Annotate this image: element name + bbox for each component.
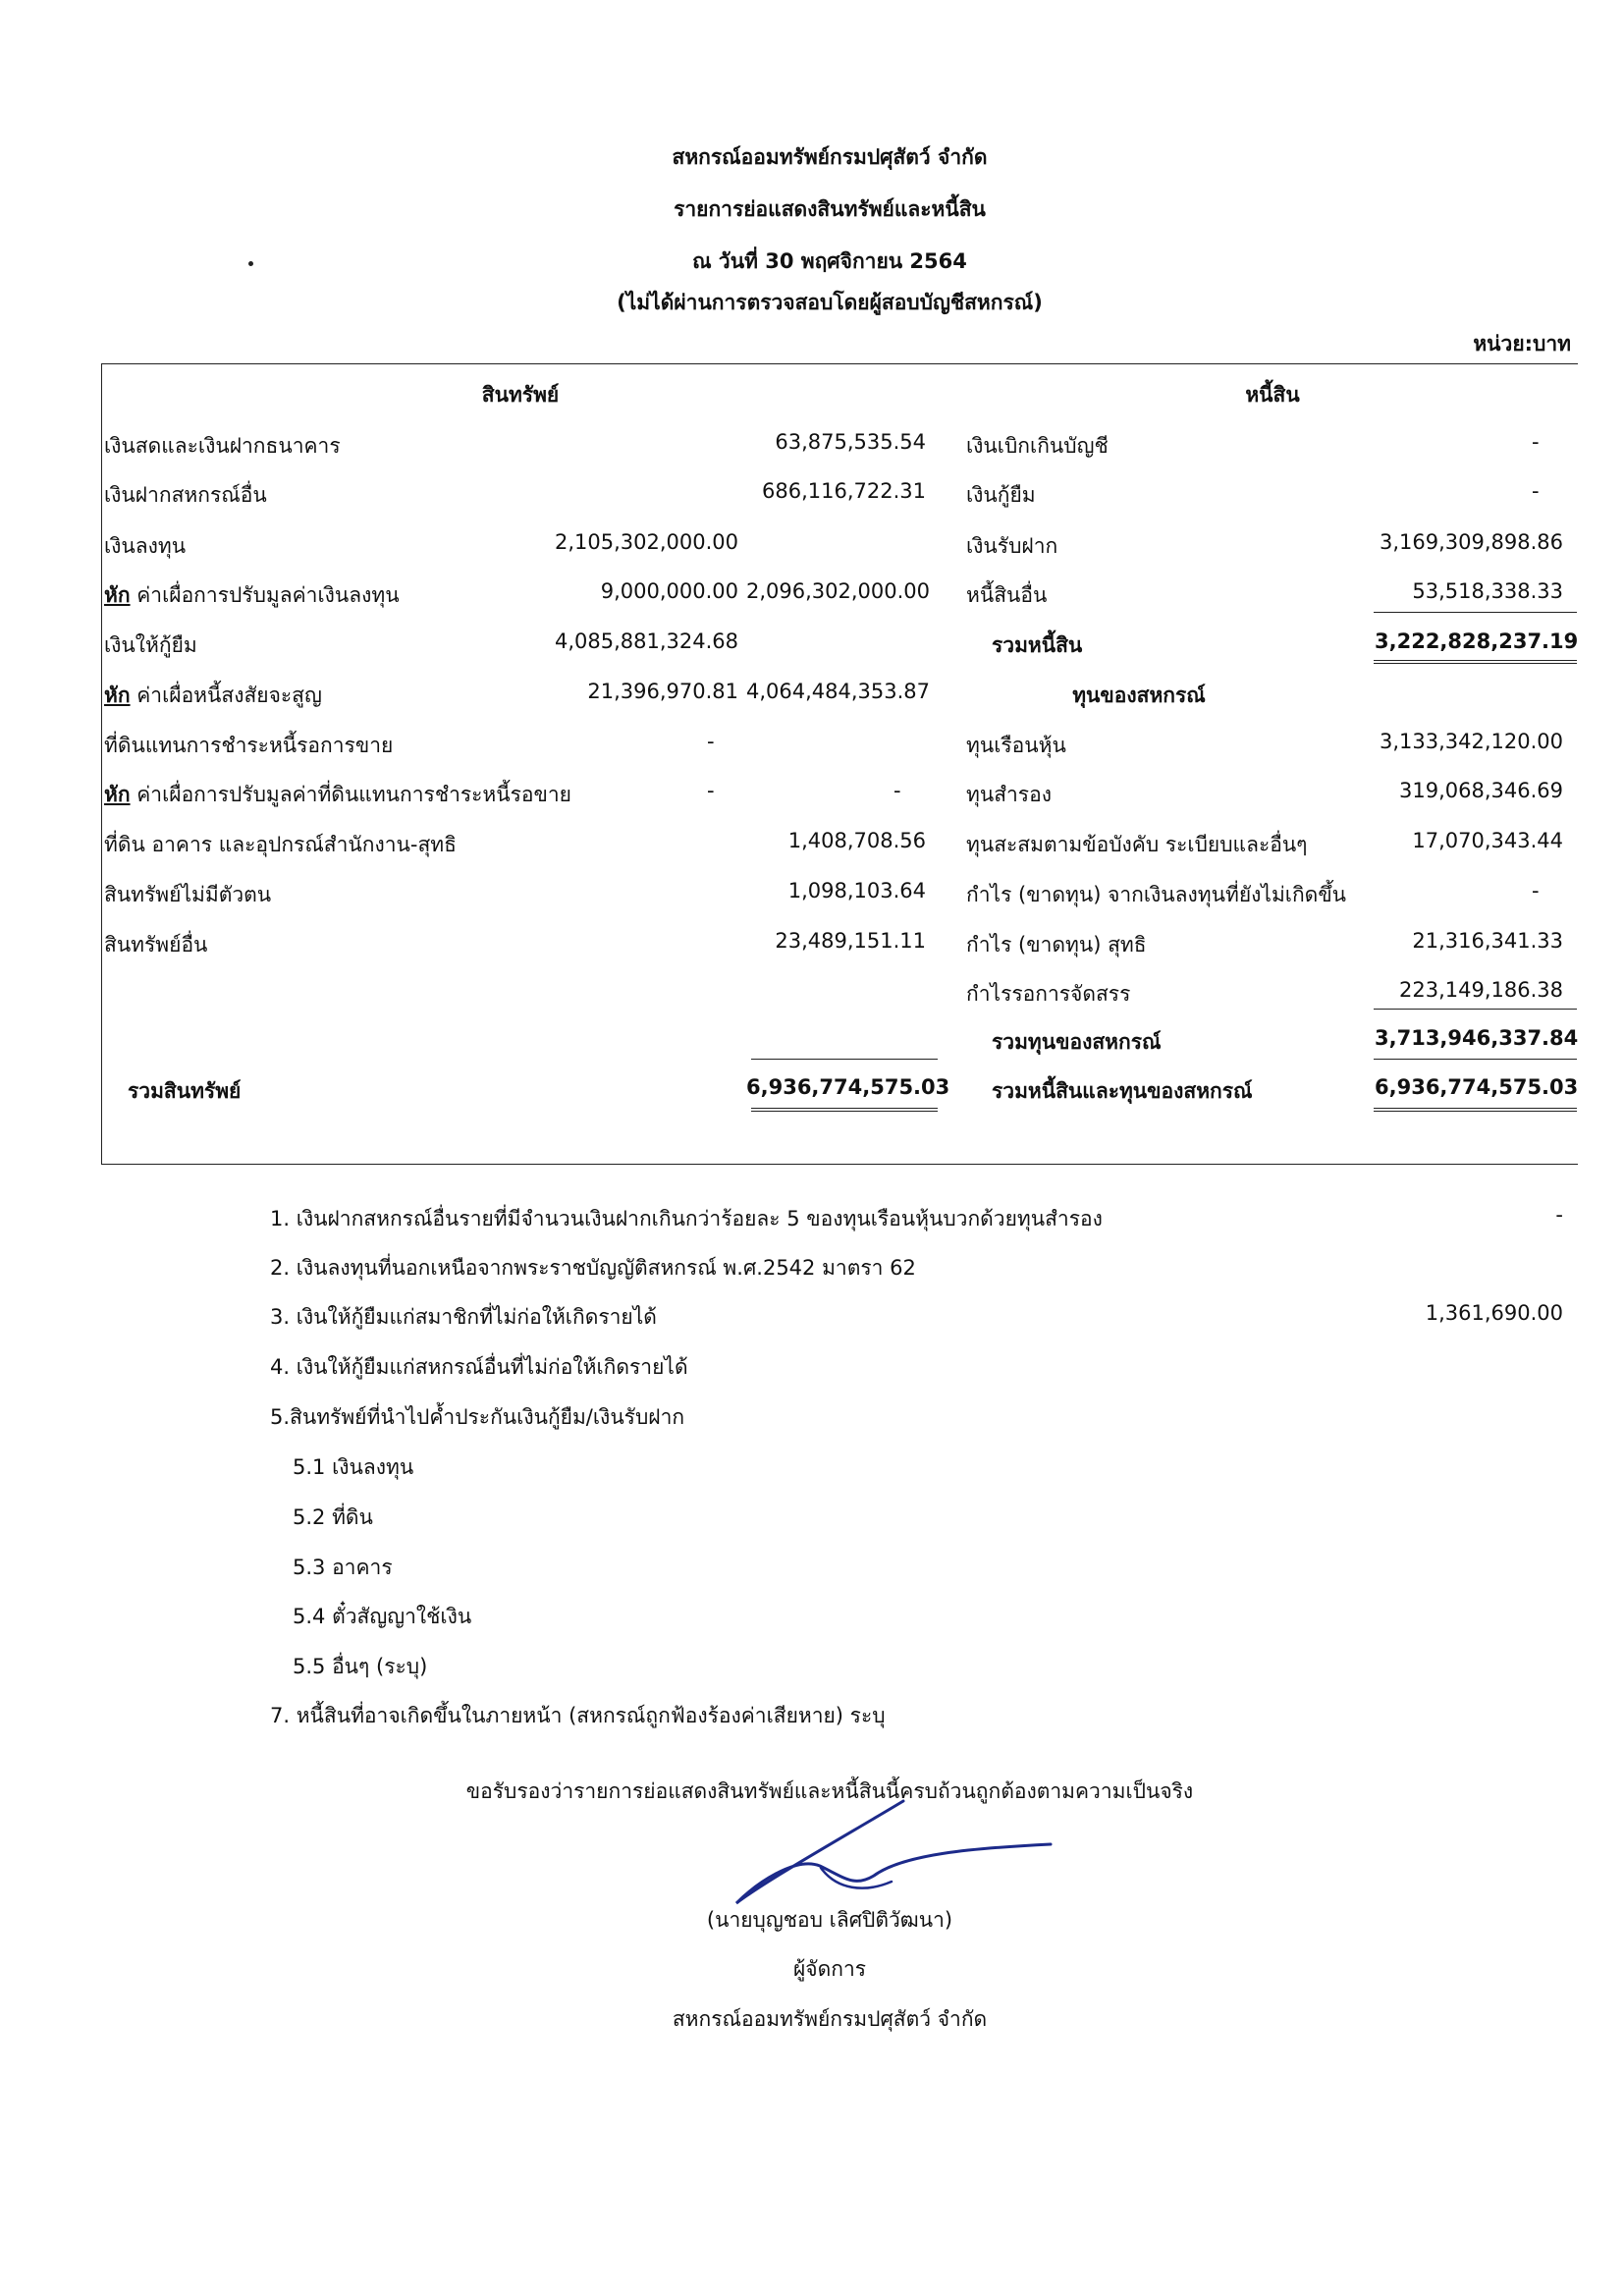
signature-icon xyxy=(727,1787,1060,1915)
asset-foreclosed-allowance-label: ค่าเผื่อการปรับมูลค่าที่ดินแทนการชำระหนี้รอขาย xyxy=(136,783,571,806)
asset-intangible-label: สินทรัพย์ไม่มีตัวตน xyxy=(104,883,272,906)
asset-loans-gross: 4,085,881,324.68 xyxy=(554,629,738,653)
equity-accumulated-label: ทุนสะสมตามข้อบังคับ ระเบียบและอื่นๆ xyxy=(966,833,1308,856)
asset-inv-allowance-row xyxy=(104,579,400,612)
asset-loan-allowance-row xyxy=(104,680,322,712)
org-name: สหกรณ์ออมทรัพย์กรมปศุสัตว์ จำกัด xyxy=(672,145,988,169)
as-of-date: ณ วันที่ 30 พฤศจิกายน 2564 xyxy=(692,249,967,273)
asset-intangible-net: 1,098,103.64 xyxy=(787,879,926,902)
liab-overdraft-label: เงินเบิกเกินบัญชี xyxy=(966,434,1109,458)
liab-other-value: 53,518,338.33 xyxy=(1412,579,1563,603)
assets-total-label: รวมสินทรัพย์ xyxy=(128,1079,242,1103)
equity-reserve-value: 319,068,346.69 xyxy=(1399,779,1563,802)
assets-header: สินทรัพย์ xyxy=(481,383,560,407)
asset-cash-net: 63,875,535.54 xyxy=(775,430,926,454)
equity-total-rule xyxy=(1374,1059,1577,1060)
asset-inv-allowance-net: 2,096,302,000.00 xyxy=(746,579,931,603)
assets-total-double-rule xyxy=(751,1108,938,1112)
note-value: - xyxy=(1555,1203,1563,1227)
equity-retained-label: กำไรรอการจัดสรร xyxy=(966,982,1131,1006)
dash: - xyxy=(1532,479,1540,503)
asset-loans-label: เงินให้กู้ยืม xyxy=(104,633,197,657)
asset-inv-allowance-label: ค่าเผื่อการปรับมูลค่าเงินลงทุน xyxy=(136,583,400,607)
liabilities-header: หนี้สิน xyxy=(1245,383,1300,407)
certification-statement: ขอรับรองว่ารายการย่อแสดงสินทรัพย์และหนี้สินนี้ครบถ้วนถูกต้องตามความเป็นจริง xyxy=(465,1779,1194,1803)
note-subitem: 5.2 ที่ดิน xyxy=(293,1505,373,1529)
asset-loan-allowance-net: 4,064,484,353.87 xyxy=(746,680,931,703)
asset-investments-label: เงินลงทุน xyxy=(104,534,187,558)
asset-other-label: สินทรัพย์อื่น xyxy=(104,933,208,957)
asset-investments-gross: 2,105,302,000.00 xyxy=(554,530,738,554)
signer-name: (นายบุญชอบ เลิศปิติวัฒนา) xyxy=(706,1908,953,1932)
asset-loan-allowance-label: ค่าเผื่อหนี้สงสัยจะสูญ xyxy=(136,683,322,707)
stray-dot xyxy=(248,261,253,266)
asset-inv-allowance-gross: 9,000,000.00 xyxy=(600,579,738,603)
grand-total-value: 6,936,774,575.03 xyxy=(1375,1075,1579,1099)
asset-ppe-net: 1,408,708.56 xyxy=(787,829,926,852)
asset-foreclosed-allowance-row xyxy=(104,779,571,811)
asset-foreclosed-label: ที่ดินแทนการชำระหนี้รอการขาย xyxy=(104,734,394,757)
note-subitem: 5.5 อื่นๆ (ระบุ) xyxy=(293,1655,428,1678)
equity-accumulated-value: 17,070,343.44 xyxy=(1412,829,1563,852)
unit-label: หน่วย:บาท xyxy=(1473,332,1571,355)
note-item: 1. เงินฝากสหกรณ์อื่นรายที่มีจำนวนเงินฝากเกินกว่าร้อยละ 5 ของทุนเรือนหุ้นบวกด้วยทุนสำรอง xyxy=(270,1207,1103,1230)
note-subitem: 5.3 อาคาร xyxy=(293,1556,393,1579)
liab-total-double-rule xyxy=(1374,660,1577,664)
grand-total-double-rule xyxy=(1374,1108,1577,1112)
liab-other-label: หนี้สินอื่น xyxy=(966,583,1048,607)
deduct-prefix: หัก xyxy=(104,683,131,707)
dash: - xyxy=(1532,879,1540,902)
note-item: 5.สินทรัพย์ที่นำไปค้ำประกันเงินกู้ยืม/เงินรับฝาก xyxy=(270,1405,685,1429)
liab-total-value: 3,222,828,237.19 xyxy=(1375,629,1579,653)
note-item: 7. หนี้สินที่อาจเกิดขึ้นในภายหน้า (สหกรณ์ถูกฟ้องร้องค่าเสียหาย) ระบุ xyxy=(270,1704,886,1727)
equity-net-profit-label: กำไร (ขาดทุน) สุทธิ xyxy=(966,933,1147,957)
equity-total-label: รวมทุนของสหกรณ์ xyxy=(992,1030,1162,1054)
note-subitem: 5.1 เงินลงทุน xyxy=(293,1455,414,1479)
asset-cash-label: เงินสดและเงินฝากธนาคาร xyxy=(104,434,341,458)
liab-deposits-value: 3,169,309,898.86 xyxy=(1379,530,1563,554)
liab-borrowings-label: เงินกู้ยืม xyxy=(966,483,1036,507)
signer-title: ผู้จัดการ xyxy=(792,1957,867,1981)
asset-other-net: 23,489,151.11 xyxy=(775,929,926,953)
equity-header: ทุนของสหกรณ์ xyxy=(1072,683,1206,707)
equity-retained-value: 223,149,186.38 xyxy=(1399,978,1563,1002)
liab-deposits-label: เงินรับฝาก xyxy=(966,534,1058,558)
note-item: 4. เงินให้กู้ยืมแก่สหกรณ์อื่นที่ไม่ก่อให้เกิดรายได้ xyxy=(270,1355,688,1379)
note-subitem: 5.4 ตั๋วสัญญาใช้เงิน xyxy=(293,1605,472,1628)
signer-org: สหกรณ์ออมทรัพย์กรมปศุสัตว์ จำกัด xyxy=(672,2007,988,2031)
note-value: 1,361,690.00 xyxy=(1425,1301,1563,1325)
deduct-prefix: หัก xyxy=(104,583,131,607)
equity-reserve-label: ทุนสำรอง xyxy=(966,783,1052,806)
assets-total-value: 6,936,774,575.03 xyxy=(746,1075,950,1099)
equity-unrealized-label: กำไร (ขาดทุน) จากเงินลงทุนที่ยังไม่เกิดขึ้น xyxy=(966,883,1347,906)
equity-share-label: ทุนเรือนหุ้น xyxy=(966,734,1066,757)
deduct-prefix: หัก xyxy=(104,783,131,806)
equity-share-value: 3,133,342,120.00 xyxy=(1379,730,1563,753)
liab-subtotal-rule xyxy=(1374,612,1577,613)
audit-note: (ไม่ได้ผ่านการตรวจสอบโดยผู้สอบบัญชีสหกรณ์) xyxy=(617,291,1043,314)
equity-net-profit-value: 21,316,341.33 xyxy=(1412,929,1563,953)
dash: - xyxy=(893,779,901,802)
equity-subtotal-rule xyxy=(1374,1009,1577,1010)
equity-total-value: 3,713,946,337.84 xyxy=(1375,1026,1579,1050)
liab-total-label: รวมหนี้สิน xyxy=(992,633,1083,657)
note-item: 3. เงินให้กู้ยืมแก่สมาชิกที่ไม่ก่อให้เกิดรายได้ xyxy=(270,1305,657,1329)
note-item: 2. เงินลงทุนที่นอกเหนือจากพระราชบัญญัติสหกรณ์ พ.ศ.2542 มาตรา 62 xyxy=(270,1256,916,1280)
dash: - xyxy=(707,779,715,802)
dash: - xyxy=(1532,430,1540,454)
asset-coop-deposits-net: 686,116,722.31 xyxy=(762,479,926,503)
asset-ppe-label: ที่ดิน อาคาร และอุปกรณ์สำนักงาน-สุทธิ xyxy=(104,833,457,856)
assets-subtotal-rule xyxy=(751,1059,938,1060)
dash: - xyxy=(707,730,715,753)
asset-coop-deposits-label: เงินฝากสหกรณ์อื่น xyxy=(104,483,267,507)
asset-loan-allowance-gross: 21,396,970.81 xyxy=(587,680,738,703)
grand-total-label: รวมหนี้สินและทุนของสหกรณ์ xyxy=(992,1079,1253,1103)
report-title: รายการย่อแสดงสินทรัพย์และหนี้สิน xyxy=(674,197,986,221)
